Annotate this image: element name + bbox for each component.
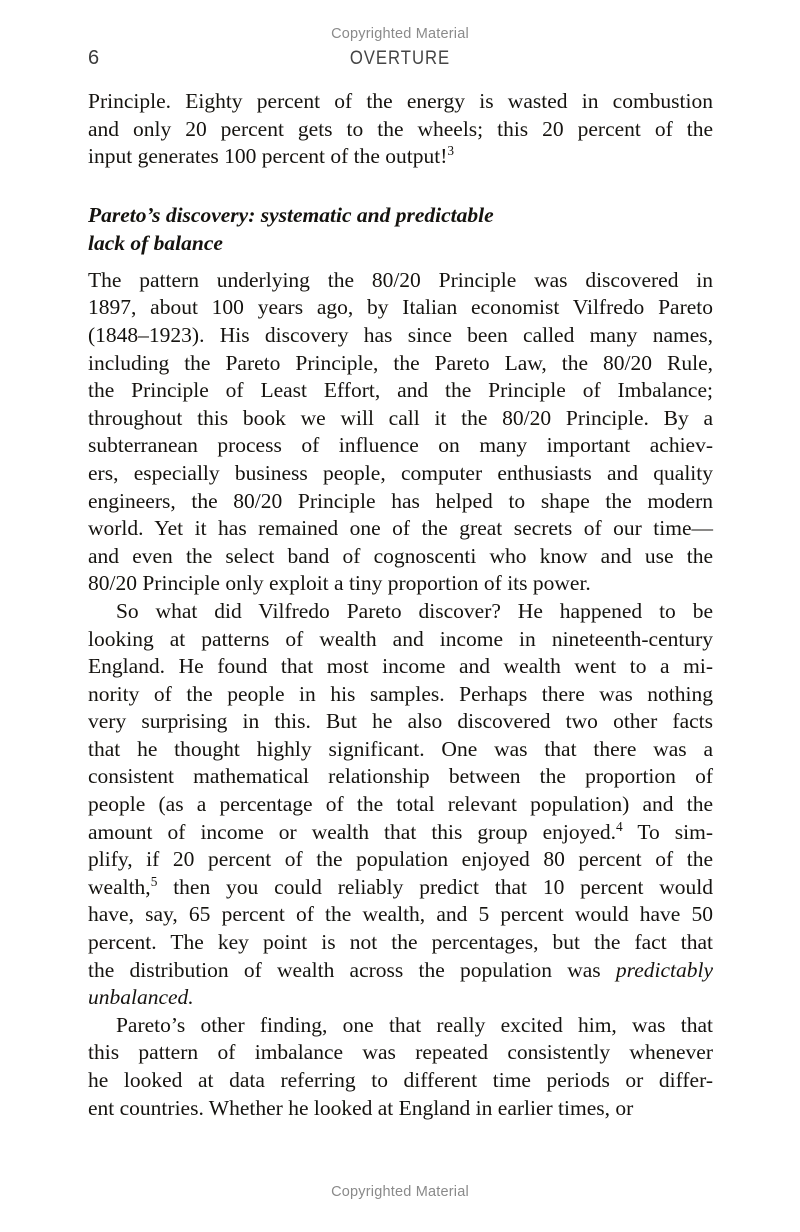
text-line: Pareto’s other finding, one that really excited him, was that (115, 1012, 713, 1037)
text-line (88, 819, 713, 847)
text-line: nority of the people in his samples. Perhaps there was nothing (88, 681, 713, 706)
footnote-marker: 5 (150, 873, 158, 889)
text-line (88, 874, 713, 902)
text-line: So what did Vilfredo Pareto discover? He happened to be (115, 598, 713, 623)
text-line: 1897, about 100 years ago, by Italian economist Vilfredo Pareto (88, 295, 713, 320)
emphasis-run: unbalanced. (88, 985, 194, 1010)
text-line: he looked at data referring to different time periods or differ- (88, 1068, 713, 1092)
copyright-watermark-bottom: Copyrighted Material (331, 1184, 469, 1200)
text-line: percent. The key point is not the percentages, but the fact that (88, 930, 713, 955)
text-line: plify, if 20 percent of the population enjoyed 80 percent of the (88, 847, 713, 872)
text-line: have, say, 65 percent of the wealth, and 5 percent would have 50 (88, 902, 713, 927)
text-line: and even the select band of cognoscenti who know and use the (88, 543, 713, 568)
text-line: people (as a percentage of the total relevant population) and the (88, 792, 713, 817)
page-number: 6 (88, 47, 100, 69)
footnote-marker: 3 (447, 143, 455, 159)
text-line: including the Pareto Principle, the Pareto Law, the 80/20 Rule, (88, 350, 713, 375)
text-line: ers, especially business people, computer enthusiasts and quality (88, 460, 713, 485)
text-line (88, 984, 713, 1012)
text-column (88, 88, 713, 1122)
text-run: amount of income or wealth that this group enjoyed. (88, 819, 617, 844)
text-line: engineers, the 80/20 Principle has helped to shape the modern (88, 488, 713, 513)
text-run: wealth, (88, 874, 151, 899)
section-heading-line: Pareto’s discovery: systematic and predictable (88, 202, 494, 227)
text-line: world. Yet it has remained one of the great secrets of our time— (88, 516, 713, 541)
text-line: 80/20 Principle only exploit a tiny proportion of its power. (88, 571, 591, 596)
section-heading (88, 171, 713, 267)
text-line: very surprising in this. But he also discovered two other facts (88, 709, 713, 734)
text-run: input generates 100 percent of the output! (88, 144, 448, 169)
text-run: To sim- (622, 819, 713, 844)
text-line: consistent mathematical relationship between the proportion of (88, 764, 713, 789)
text-line (88, 143, 713, 171)
text-line: The pattern underlying the 80/20 Principle was discovered in (88, 267, 713, 292)
paragraph-1 (88, 88, 713, 171)
text-line: (1848–1923). His discovery has since been called many names, (88, 322, 713, 347)
paragraph-2 (88, 267, 713, 598)
paragraph-3 (88, 598, 713, 1012)
text-run: then you could reliably predict that 10 percent would (157, 874, 713, 899)
text-line: that he thought highly significant. One was that there was a (88, 736, 713, 761)
text-line: the Principle of Least Effort, and the Principle of Imbalance; (88, 378, 713, 403)
text-line (88, 957, 713, 985)
text-line: throughout this book we will call it the 80/20 Principle. By a (88, 405, 713, 430)
text-line: looking at patterns of wealth and income in nineteenth-century (88, 626, 713, 651)
text-line: England. He found that most income and wealth went to a mi- (88, 654, 713, 679)
section-heading-line: lack of balance (88, 230, 223, 255)
text-line: ent countries. Whether he looked at England in earlier times, or (88, 1095, 634, 1120)
text-line: Principle. Eighty percent of the energy is wasted in combustion (88, 89, 713, 113)
text-line: and only 20 percent gets to the wheels; this 20 percent of the (88, 116, 713, 141)
copyright-watermark-top: Copyrighted Material (331, 26, 469, 42)
paragraph-4 (88, 1012, 713, 1122)
emphasis-run: predictably (615, 957, 713, 982)
text-line: this pattern of imbalance was repeated consistently whenever (88, 1040, 713, 1065)
running-head: OVERTURE (349, 48, 451, 69)
footnote-marker: 4 (616, 818, 623, 834)
text-run: the distribution of wealth across the population was (88, 957, 616, 982)
text-line: subterranean process of influence on many important achiev- (88, 433, 713, 458)
